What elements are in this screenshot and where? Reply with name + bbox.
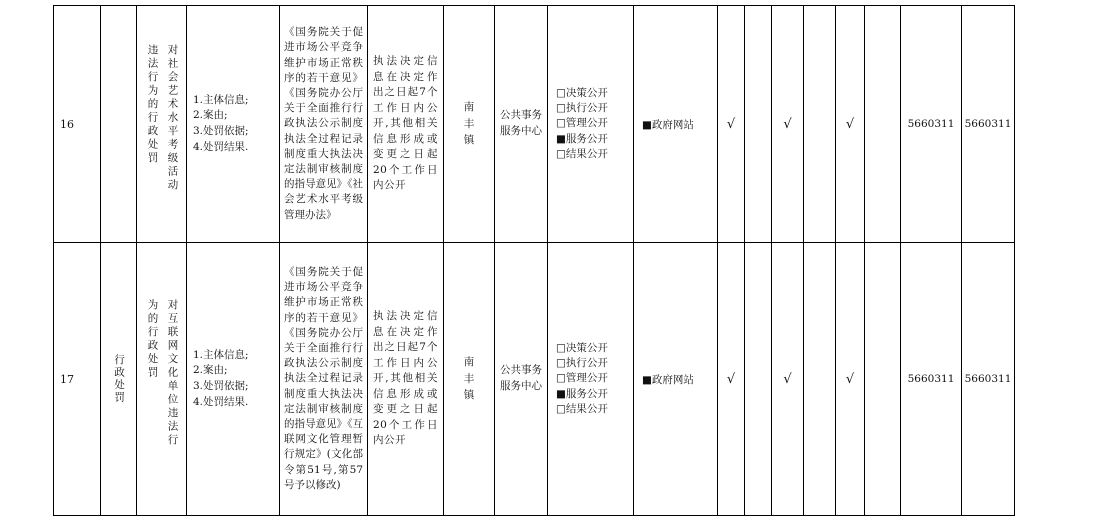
check-mark bbox=[804, 6, 836, 243]
check-mark bbox=[865, 6, 901, 243]
phone-number: 5660311 bbox=[901, 6, 962, 243]
phone-number: 5660311 bbox=[962, 243, 1015, 516]
disclosure-body: 公共事务服务中心 bbox=[495, 243, 548, 516]
disclosure-table bbox=[53, 5, 1015, 516]
category-cell: 行政处罚 bbox=[101, 243, 137, 516]
disclosure-level: 南丰镇 bbox=[444, 6, 495, 243]
check-mark: √ bbox=[772, 243, 804, 516]
disclosure-basis: 《国务院关于促进市场公平竞争维护市场正常秩序的若干意见》《国务院办公厅关于全面推行行政执法公示制度执法全过程记录制度重大执法决定法制审核制度的指导意见》《互联网文化管理暂行规定》(文化部令第51号,第57号予以修改) bbox=[280, 243, 368, 516]
disclosure-contents: 1.主体信息; 2.案由; 3.处罚依据; 4.处罚结果. bbox=[187, 6, 280, 243]
table-row bbox=[54, 6, 1015, 243]
check-mark: √ bbox=[836, 243, 865, 516]
check-mark bbox=[865, 243, 901, 516]
disclosure-basis: 《国务院关于促进市场公平竞争维护市场正常秩序的若干意见》《国务院办公厅关于全面推行行政执法公示制度执法全过程记录制度重大执法决定法制审核制度的指导意见》《社会艺术水平考级管理办法》 bbox=[280, 6, 368, 243]
row-index: 17 bbox=[54, 243, 101, 516]
check-mark: √ bbox=[772, 6, 804, 243]
check-mark: √ bbox=[718, 243, 745, 516]
disclosure-level: 南丰镇 bbox=[444, 243, 495, 516]
disclosure-channel: ■政府网站 bbox=[634, 6, 718, 243]
disclosure-time-limit: 执法决定信息在决定作出之日起7个工作日内公开,其他相关信息形成或变更之日起20个工作日内公开 bbox=[368, 6, 444, 243]
disclosure-body: 公共事务服务中心 bbox=[495, 6, 548, 243]
disclosure-options: □决策公开 □执行公开 □管理公开 ■服务公开 □结果公开 bbox=[548, 6, 634, 243]
disclosure-time-limit: 执法决定信息在决定作出之日起7个工作日内公开,其他相关信息形成或变更之日起20个工作日内公开 bbox=[368, 243, 444, 516]
disclosure-contents: 1.主体信息; 2.案由; 3.处罚依据; 4.处罚结果. bbox=[187, 243, 280, 516]
category-cell bbox=[101, 6, 137, 243]
table-row bbox=[54, 243, 1015, 516]
phone-number: 5660311 bbox=[962, 6, 1015, 243]
check-mark: √ bbox=[836, 6, 865, 243]
disclosure-channel: ■政府网站 bbox=[634, 243, 718, 516]
subject-cell: 对社会艺术水平考级活动违法行为的行政处罚 bbox=[137, 6, 187, 243]
subject-cell: 对互联网文化单位违法行为的行政处罚 bbox=[137, 243, 187, 516]
check-mark bbox=[804, 243, 836, 516]
check-mark bbox=[745, 6, 772, 243]
row-index: 16 bbox=[54, 6, 101, 243]
phone-number: 5660311 bbox=[901, 243, 962, 516]
disclosure-options: □决策公开 □执行公开 □管理公开 ■服务公开 □结果公开 bbox=[548, 243, 634, 516]
check-mark bbox=[745, 243, 772, 516]
check-mark: √ bbox=[718, 6, 745, 243]
